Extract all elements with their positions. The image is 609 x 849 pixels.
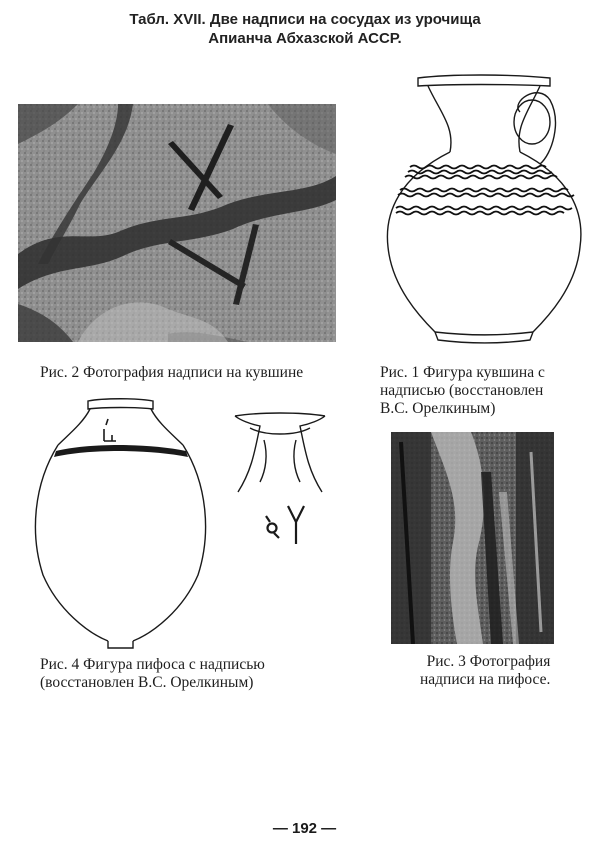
fig4-caption-line-2: (восстановлен В.С. Орелкиным) xyxy=(40,674,254,691)
photo-jug-inscription xyxy=(18,104,336,342)
title-line-2: Апианча Абхазской АССР. xyxy=(208,30,402,47)
fig4-caption xyxy=(40,656,265,692)
table-title xyxy=(60,10,550,48)
fig1-caption xyxy=(380,364,545,418)
fig2-caption xyxy=(40,364,303,382)
pithos-neck-detail xyxy=(230,410,330,550)
jug-drawing xyxy=(380,72,590,347)
fig2-caption-text: Рис. 2 Фотография надписи на кувшине xyxy=(40,364,304,381)
fig3-caption-line-2: надписи на пифосе. xyxy=(420,671,551,688)
title-line-1: Табл. XVII. Две надписи на сосудах из урочища xyxy=(129,11,481,28)
pithos-drawing xyxy=(28,395,213,650)
fig4-caption-line-1: Рис. 4 Фигура пифоса с надписью xyxy=(40,656,265,673)
page-number: — 192 — xyxy=(272,820,337,837)
fig1-caption-line-3: В.С. Орелкиным) xyxy=(380,400,496,417)
fig1-caption-line-1: Рис. 1 Фигура кувшина с xyxy=(380,364,545,381)
fig1-caption-line-2: надписью (восстановлен xyxy=(380,382,544,399)
photo-pithos-inscription xyxy=(391,432,554,644)
fig3-caption-line-1: Рис. 3 Фотография xyxy=(426,653,551,670)
fig3-caption xyxy=(420,653,550,689)
